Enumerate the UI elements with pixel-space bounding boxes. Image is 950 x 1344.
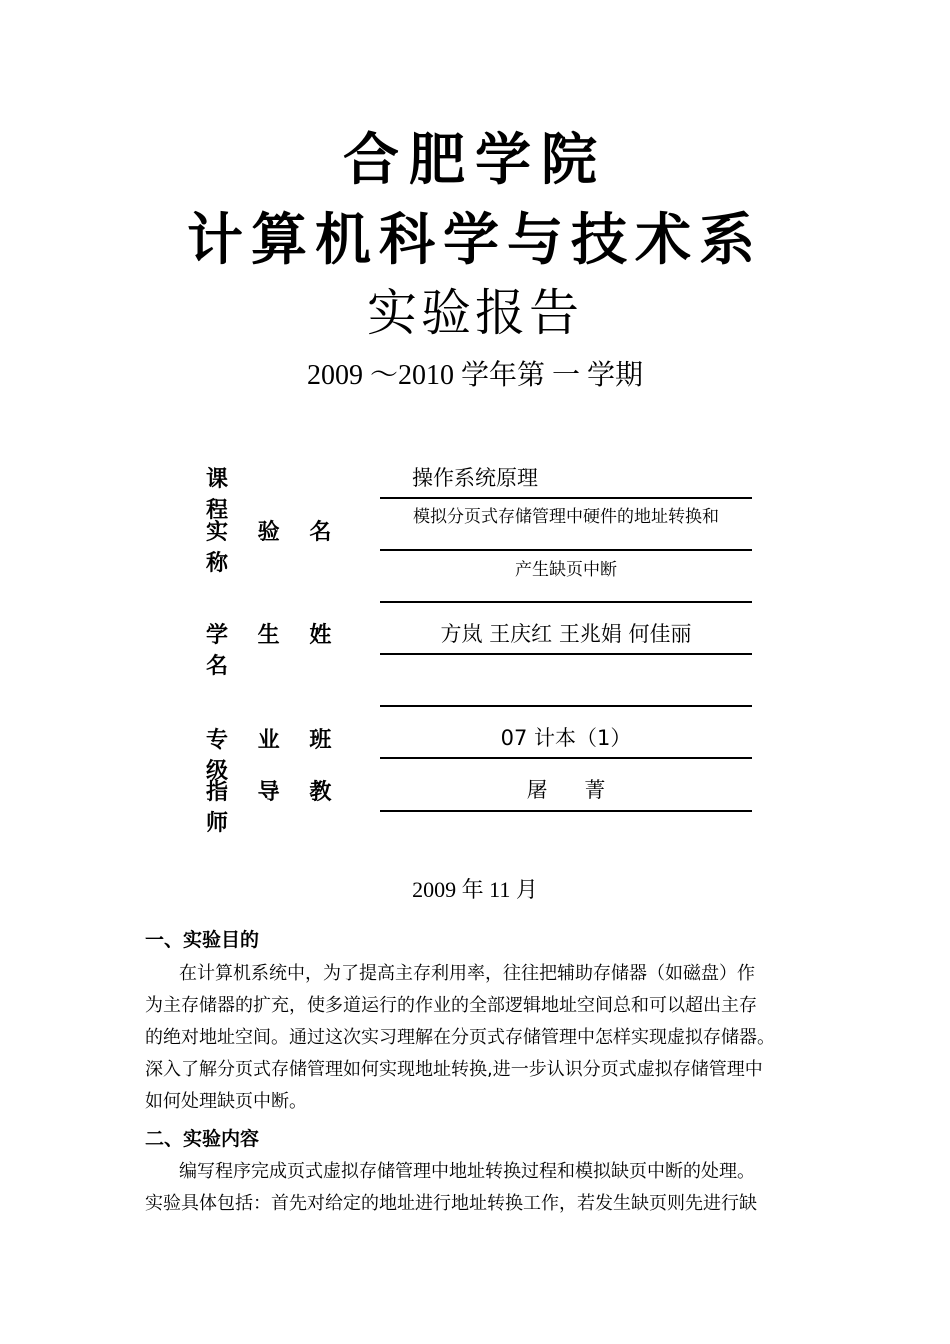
student-name-value: 方岚 王庆红 王兆娟 何佳丽 (440, 622, 692, 646)
experiment-name-line2: 产生缺页中断 (515, 560, 617, 580)
field-underline (380, 601, 752, 603)
field-underline (380, 810, 752, 812)
paragraph-line: 的绝对地址空间。通过这次实习理解在分页式存储管理中怎样实现虚拟存储器。 (145, 1027, 775, 1048)
term-line: 2009 ～2010 学年第 一 学期 (306, 360, 643, 391)
department-title: 计算机科学与技术系 (187, 207, 763, 273)
paragraph-line: 在计算机系统中，为了提高主存利用率，往往把辅助存储器（如磁盘）作 (179, 963, 755, 984)
class-value: 07 计本（1） (500, 726, 632, 750)
field-underline (380, 549, 752, 551)
field-underline (380, 757, 752, 759)
report-title: 实验报告 (367, 284, 583, 342)
section1-body (145, 958, 815, 1118)
course-value: 操作系统原理 (412, 466, 538, 490)
paragraph-line: 实验具体包括：首先对给定的地址进行地址转换工作，若发生缺页则先进行缺 (145, 1193, 757, 1214)
teacher-value: 屠 菁 (526, 778, 606, 802)
paragraph-line: 为主存储器的扩充，使多道运行的作业的全部逻辑地址空间总和可以超出主存 (145, 995, 757, 1016)
school-title: 合肥学院 (343, 127, 607, 193)
report-date: 2009 年 11 月 (412, 877, 538, 902)
paragraph-line: 编写程序完成页式虚拟存储管理中地址转换过程和模拟缺页中断的处理。 (179, 1161, 755, 1182)
section1-heading: 一、实验目的 (145, 929, 260, 951)
section2-heading: 二、实验内容 (145, 1128, 260, 1150)
paragraph-line: 深入了解分页式存储管理如何实现地址转换,进一步认识分页式虚拟存储管理中 (145, 1059, 763, 1080)
section2-body (145, 1156, 815, 1220)
field-underline (380, 653, 752, 655)
field-underline (380, 497, 752, 499)
paragraph-line: 如何处理缺页中断。 (145, 1091, 307, 1112)
experiment-name-line1: 模拟分页式存储管理中硬件的地址转换和 (413, 507, 719, 527)
field-underline (380, 705, 752, 707)
